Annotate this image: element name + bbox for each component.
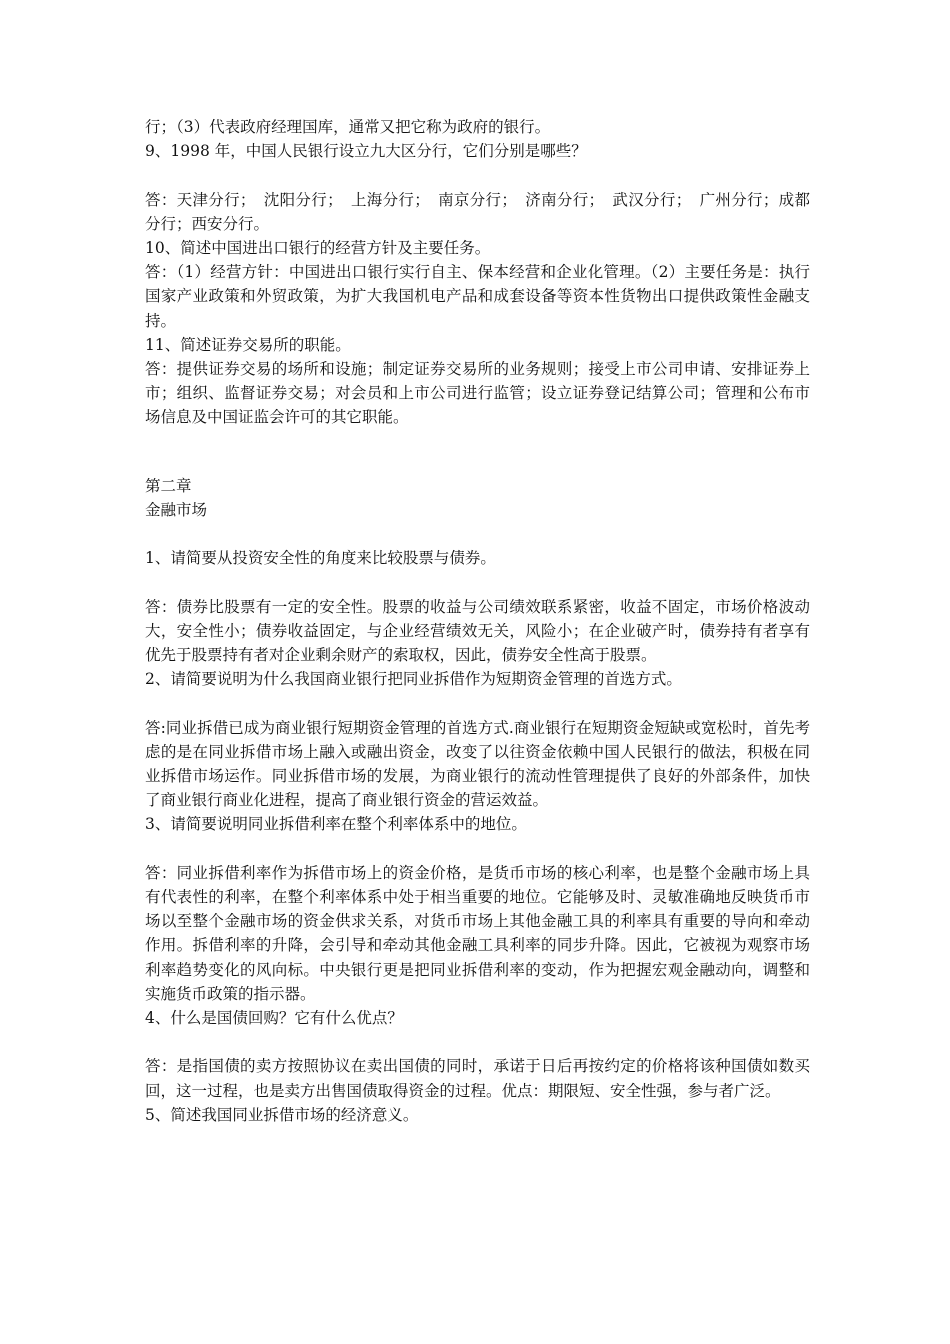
answer-2: 答:同业拆借已成为商业银行短期资金管理的首选方式.商业银行在短期资金短缺或宽松时，首先考虑的是在同业拆借市场上融入或融出资金，改变了以往资金依赖中国人民银行的做法，积极在同业拆借市场运作。同业拆借市场的发展，为商业银行的流动性管理提供了良好的外部条件，加快了商业银行商业化进程，提高了商业银行资金的营运效益。 — [145, 718, 810, 810]
answer-3: 答：同业拆借利率作为拆借市场上的资金价格，是货币市场的核心利率，也是整个金融市场上具有代表性的利率，在整个利率体系中处于相当重要的地位。它能够及时、灵敏准确地反映货币市场以至整个金融市场的资金供求关系，对货币市场上其他金融工具的利率具有重要的导向和牵动作用。拆借利率的升降，会引导和牵动其他金融工具利率的同步升降。因此，它被视为观察市场利率趋势变化的风向标。中央银行更是把同业拆借利率的变动，作为把握宏观金融动向，调整和实施货币政策的指示器。 — [145, 863, 810, 1003]
spacer — [145, 1030, 810, 1054]
chapter-title: 金融市场 — [145, 500, 208, 519]
paragraph-line: 行；（3）代表政府经理国库，通常又把它称为政府的银行。 — [145, 118, 551, 136]
spacer — [145, 691, 810, 715]
question-9: 9、1998 年，中国人民银行设立九大区分行，它们分别是哪些？ — [145, 142, 587, 161]
question-5: 5、简述我国同业拆借市场的经济意义。 — [145, 1105, 419, 1124]
question-4: 4、什么是国债回购？它有什么优点？ — [145, 1009, 403, 1028]
answer-4: 答：是指国债的卖方按照协议在卖出国债的同时，承诺于日后再按约定的价格将该种国债如数买回，这一过程，也是卖方出售国债取得资金的过程。优点：期限短、安全性强，参与者广泛。 — [145, 1057, 810, 1100]
spacer — [145, 522, 810, 546]
spacer — [145, 570, 810, 594]
spacer — [145, 837, 810, 861]
answer-11: 答：提供证券交易的场所和设施；制定证券交易所的业务规则；接受上市公司申请、安排证券上市；组织、监督证券交易；对会员和上市公司进行监管；设立证券登记结算公司；管理和公布市场信息及中国证监会许可的其它职能。 — [145, 360, 810, 427]
question-1: 1、请简要从投资安全性的角度来比较股票与债券。 — [145, 549, 496, 568]
question-3: 3、请简要说明同业拆借利率在整个利率体系中的地位。 — [145, 815, 527, 834]
chapter-heading: 第二章 — [145, 476, 192, 495]
document-page — [145, 115, 810, 1127]
spacer — [145, 430, 810, 474]
answer-1: 答：债券比股票有一定的安全性。股票的收益与公司绩效联系紧密，收益不固定，市场价格波动大，安全性小；债券收益固定，与企业经营绩效无关，风险小；在企业破产时，债券持有者享有优先于股票持有者对企业剩余财产的索取权，因此，债券安全性高于股票。 — [145, 597, 810, 665]
question-10: 10、简述中国进出口银行的经营方针及主要任务。 — [145, 239, 491, 257]
question-2: 2、请简要说明为什么我国商业银行把同业拆借作为短期资金管理的首选方式。 — [145, 670, 682, 689]
question-11: 11、简述证券交易所的职能。 — [145, 335, 351, 354]
spacer — [145, 163, 810, 187]
answer-9: 答：天津分行； 沈阳分行； 上海分行； 南京分行； 济南分行； 武汉分行； 广州分行；成都分行；西安分行。 — [145, 190, 810, 233]
answer-10: 答：（1）经营方针：中国进出口银行实行自主、保本经营和企业化管理。（2）主要任务是：执行国家产业政策和外贸政策，为扩大我国机电产品和成套设备等资本性货物出口提供政策性金融支持。 — [145, 263, 810, 330]
